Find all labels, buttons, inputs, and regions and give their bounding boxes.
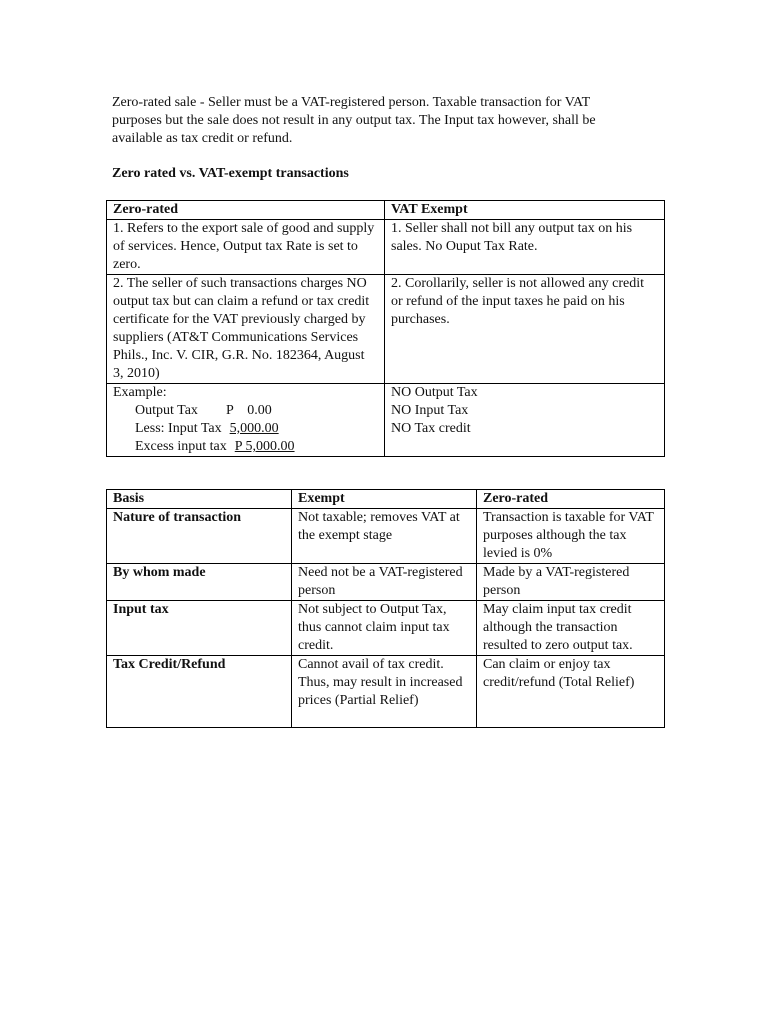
less-input-tax-value: 5,000.00	[229, 421, 279, 436]
table-row	[107, 564, 665, 601]
zero-rated-vs-exempt-table	[106, 200, 665, 457]
table-cell: 2. The seller of such transactions charges NO output tax but can claim a refund or tax credit certificate for the VAT previously charged by suppliers (AT&T Communications Services Phils., Inc. V. CIR, G.R. No. 182364, August 3, 2010)	[107, 275, 385, 384]
section-heading: Zero rated vs. VAT-exempt transactions	[112, 166, 349, 181]
exempt-example-line: NO Tax credit	[391, 421, 471, 436]
basis-cell: Tax Credit/Refund	[107, 656, 292, 728]
table-cell: Not subject to Output Tax, thus cannot claim input tax credit.	[292, 601, 477, 656]
excess-input-tax-label: Excess input tax	[135, 439, 227, 454]
table-cell: Made by a VAT-registered person	[477, 564, 665, 601]
table-cell: Cannot avail of tax credit. Thus, may result in increased prices (Partial Relief)	[292, 656, 477, 728]
excess-input-tax-line	[113, 438, 378, 456]
example-label: Example:	[113, 385, 167, 400]
table-row	[107, 509, 665, 564]
table-cell: Not taxable; removes VAT at the exempt stage	[292, 509, 477, 564]
table-cell: Can claim or enjoy tax credit/refund (Total Relief)	[477, 656, 665, 728]
header-exempt: Exempt	[292, 490, 477, 509]
output-tax-label: Output Tax	[135, 403, 198, 418]
basis-cell: Nature of transaction	[107, 509, 292, 564]
table-header-row	[107, 201, 665, 220]
table-cell: May claim input tax credit although the transaction resulted to zero output tax.	[477, 601, 665, 656]
table-row	[107, 275, 665, 384]
basis-comparison-table	[106, 489, 665, 728]
header-zero-rated: Zero-rated	[107, 201, 385, 220]
header-zero-rated: Zero-rated	[477, 490, 665, 509]
output-tax-line	[113, 402, 378, 420]
exempt-example-cell	[385, 384, 665, 457]
example-cell	[107, 384, 385, 457]
table-cell: 1. Refers to the export sale of good and supply of services. Hence, Output tax Rate is set to zero.	[107, 220, 385, 275]
output-tax-value: P 0.00	[225, 403, 272, 418]
basis-cell: By whom made	[107, 564, 292, 601]
table-cell: 2. Corollarily, seller is not allowed any credit or refund of the input taxes he paid on his purchases.	[385, 275, 665, 384]
header-basis: Basis	[107, 490, 292, 509]
table-row	[107, 656, 665, 728]
exempt-example-line: NO Output Tax	[391, 385, 478, 400]
intro-paragraph: Zero-rated sale - Seller must be a VAT-registered person. Taxable transaction for VAT purposes but the sale does not result in any output tax. The Input tax however, shall be available as tax credit or refund.	[112, 95, 596, 146]
table-row	[107, 220, 665, 275]
table-cell: Transaction is taxable for VAT purposes although the tax levied is 0%	[477, 509, 665, 564]
header-vat-exempt: VAT Exempt	[385, 201, 665, 220]
table-row	[107, 384, 665, 457]
less-input-tax-label: Less: Input Tax	[135, 421, 222, 436]
table-header-row	[107, 490, 665, 509]
exempt-example-line: NO Input Tax	[391, 403, 469, 418]
table-cell: 1. Seller shall not bill any output tax on his sales. No Ouput Tax Rate.	[385, 220, 665, 275]
table-cell: Need not be a VAT-registered person	[292, 564, 477, 601]
less-input-tax-line	[113, 420, 378, 438]
excess-input-tax-value: P 5,000.00	[234, 439, 295, 454]
table-row	[107, 601, 665, 656]
basis-cell: Input tax	[107, 601, 292, 656]
